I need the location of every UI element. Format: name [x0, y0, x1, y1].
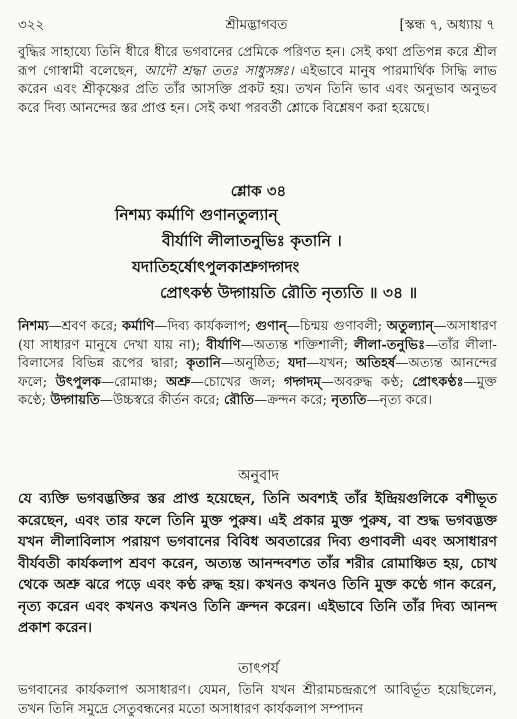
synonym-word: কর্মাণি: [122, 319, 155, 334]
synonym-word: লীলা-তনুভিঃ: [354, 337, 426, 353]
synonym-meaning: —উচ্চস্বরে কীর্তন করে;: [99, 393, 224, 409]
purport-paragraph: [18, 682, 497, 719]
canto-chapter-reference: [স্কন্ধ ৭, অধ্যায় ৭: [399, 17, 495, 33]
purport-heading: তাৎপর্য: [237, 661, 280, 677]
synonym-word: অশ্রু: [166, 374, 191, 390]
verse-line: প্রোৎকণ্ঠ উদ্গায়তি রৌতি নৃত্যতি ॥ ৩৪ ॥: [160, 283, 418, 302]
translation-heading: অনুবাদ: [237, 468, 280, 484]
synonym-word: অতিহর্ষ: [356, 356, 396, 372]
synonym-word: নৃত্যতি: [331, 393, 367, 409]
synonym-meaning: —ক্রন্দন করে;: [254, 393, 332, 409]
synonym-word: উৎপুলক: [55, 374, 101, 390]
synonym-word: বীর্যাণি: [206, 337, 241, 353]
verse-line: বীর্যাণি লীলাতনুভিঃ কৃতানি ।: [162, 231, 342, 250]
intro-quote: আদৌ শ্রদ্ধা ততঃ সাধুসঙ্গঃ।: [144, 63, 294, 79]
shloka-title: শ্লোক ৩৪: [230, 182, 287, 200]
synonym-meaning: —অত্যন্ত শক্তিশালী;: [240, 337, 355, 353]
intro-paragraph: [18, 44, 497, 118]
synonym-meaning: —অনুষ্ঠিত;: [220, 356, 288, 372]
verse-line: যদাতিহর্ষোৎপুলকাশ্রুগদ্গদং: [132, 257, 300, 276]
purport-text: ভগবানের কার্যকলাপ অসাধারণ। যেমন, তিনি যখন শ্রীরামচন্দ্ররূপে আবির্ভূত হয়েছিলেন, তখন তিনি সমুদ্রে সেতুবন্ধনের মতো অসাধারণ কার্যকলাপ সম্পাদন: [18, 683, 497, 717]
synonym-meaning: —শ্রবণ করে;: [48, 319, 123, 334]
synonym-word: গদ্গদম্: [284, 374, 321, 390]
synonym-meaning: —তাঁর লীলা-বিলাসের বিভিন্ন রূপের দ্বারা;: [18, 337, 498, 372]
synonym-meaning: —অবরুদ্ধ কণ্ঠ;: [320, 374, 413, 390]
synonym-meaning: —চোখের জল;: [190, 374, 285, 390]
synonym-meaning: —রোমাঞ্চ;: [100, 374, 167, 390]
book-title: শ্রীমদ্ভাগবত: [225, 17, 288, 33]
synonym-meaning: —অত্যন্ত আনন্দের ফলে;: [18, 356, 498, 390]
verse-line: নিশম্য কর্মাণি গুণানতুল্যান্: [115, 205, 278, 224]
synonym-word: নিশম্য: [18, 319, 49, 334]
synonym-meaning: —চিন্ময় গুণাবলী;: [286, 319, 387, 334]
synonym-word: কৃতানি: [186, 356, 221, 372]
synonym-word: যদা: [287, 356, 307, 372]
synonym-word: প্রোৎকণ্ঠঃ: [412, 374, 464, 390]
intro-text-b: এইভাবে মানুষ পারমার্থিক সিদ্ধি লাভ করেন এবং শ্রীকৃষ্ণের প্রতি তাঁর আসক্তি প্রকট হয়। তখন তিনি ভাব এবং অনুভাব অনুভব করে দিব্য আনন্দের স্তর প্রাপ্ত হন। সেই কথা পরবর্তী শ্লোকে বিশ্লেষণ করা হয়েছে।: [18, 63, 497, 116]
synonym-meaning: —মুক্ত কণ্ঠে;: [18, 374, 497, 409]
synonym-meaning: —নৃত্য করে।: [366, 393, 433, 409]
synonyms-paragraph: [18, 318, 497, 411]
translation-paragraph: [18, 489, 497, 640]
synonym-word: অতুল্যান্: [386, 319, 434, 334]
synonym-word: রৌতি: [223, 393, 255, 409]
translation-text: যে ব্যক্তি ভগবদ্ভক্তির স্তর প্রাপ্ত হয়েছেন, তিনি অবশ্যই তাঁর ইন্দ্রিয়গুলিকে বশীভূত করেছেন, এবং তার ফলে তিনি মুক্ত পুরুষ। এই প্রকার মুক্ত পুরুষ, বা শুদ্ধ ভগবদ্ভক্ত যখন লীলাবিলাস পরায়ণ ভগবানের বিবিধ অবতারের দিব্য গুণাবলী এবং অসাধারণ বীর্যবতী কার্যকলাপ শ্রবণ করেন, অত্যন্ত আনন্দবশত তাঁর শরীর রোমাঞ্চিত হয়, চোখ থেকে অশ্রু ঝরে পড়ে এবং কণ্ঠ রুদ্ধ হয়। কখনও কখনও তিনি মুক্ত কণ্ঠে গান করেন, নৃত্য করেন এবং কখনও কখনও তিনি ক্রন্দন করেন। এইভাবে তিনি তাঁর দিব্য আনন্দ প্রকাশ করেন।: [18, 491, 497, 636]
running-header: [18, 14, 495, 34]
synonym-meaning: —অসাধারণ (যা সাধারণ মানুষে দেখা যায় না);: [18, 319, 498, 353]
synonym-meaning: —যখন;: [306, 356, 356, 372]
synonym-word: গুণান্: [255, 319, 287, 334]
synonym-word: উদ্গায়তি: [50, 393, 100, 409]
synonym-meaning: —দিব্য কার্যকলাপ;: [154, 319, 256, 334]
intro-text-a: বুদ্ধির সাহায্যে তিনি ধীরে ধীরে ভগবানের প্রেমিকে পরিণত হন। সেই কথা প্রতিপন্ন করে শ্রীল রূপ গোস্বামী বলেছেন,: [18, 45, 497, 79]
page-number: ৩২২: [18, 17, 45, 33]
